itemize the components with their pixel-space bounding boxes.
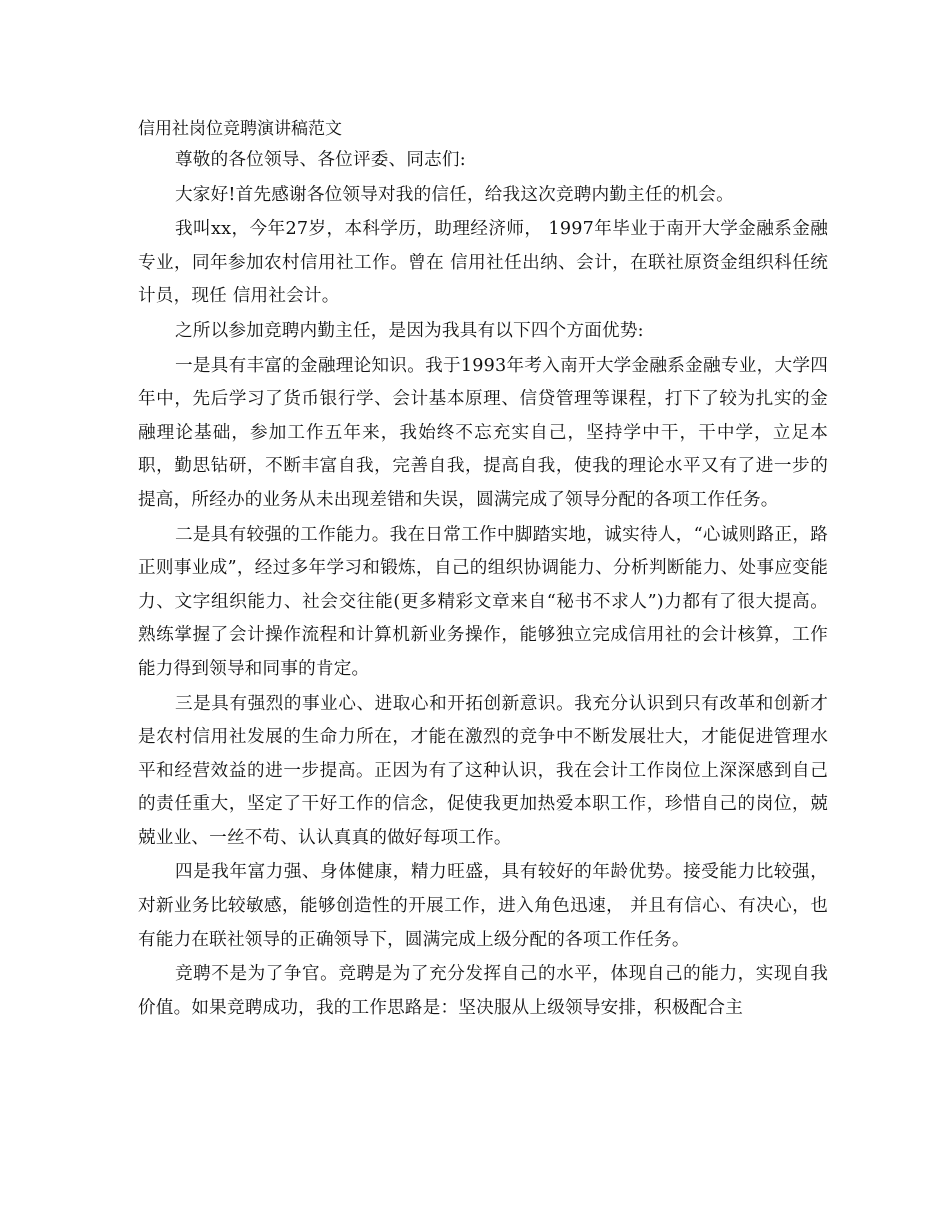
paragraph-advantage-4: 四是我年富力强、身体健康，精力旺盛，具有较好的年龄优势。接受能力比较强，对新业务比较敏感，能够创造性的开展工作，进入角色迅速， 并且有信心、有决心，也有能力在联社领导的正确领导下，圆满完成上级分配的各项工作任务。 xyxy=(138,862,828,950)
paragraph-greeting: 大家好!首先感谢各位领导对我的信任，给我这次竞聘内勤主任的机会。 xyxy=(175,184,734,205)
paragraph-salutation: 尊敬的各位领导、各位评委、同志们: xyxy=(175,150,466,170)
paragraph-advantage-2: 二是具有较强的工作能力。我在日常工作中脚踏实地，诚实待人，“心诚则路正，路正则事业成”，经过多年学习和锻炼，自己的组织协调能力、分析判断能力、处事应变能力、文字组织能力、社会交往能(更多精彩文章来自“秘书不求人”)力都有了很大提高。熟练掌握了会计操作流程和计算机新业务操作，能够独立完成信用社的会计核算，工作能力得到领导和同事的肯定。 xyxy=(138,524,828,679)
paragraph-advantage-1: 一是具有丰富的金融理论知识。我于1993年考入南开大学金融系金融专业，大学四年中，先后学习了货币银行学、会计基本原理、信贷管理等课程，打下了较为扎实的金融理论基础，参加工作五年来，我始终不忘充实自己，坚持学中干，干中学，立足本职，勤思钻研，不断丰富自我，完善自我，提高自我，使我的理论水平又有了进一步的提高，所经办的业务从未出现差错和失误，圆满完成了领导分配的各项工作任务。 xyxy=(138,355,828,510)
document-body xyxy=(138,114,828,1026)
paragraph-work-plan: 竞聘不是为了争官。竞聘是为了充分发挥自己的水平，体现自己的能力，实现自我价值。如果竞聘成功，我的工作思路是：坚决服从上级领导安排，积极配合主 xyxy=(138,964,828,1018)
paragraph-self-introduction: 我叫xx，今年27岁，本科学历，助理经济师， 1997年毕业于南开大学金融系金融专业，同年参加农村信用社工作。曾在 信用社任出纳、会计，在联社原资金组织科任统计员，现任 信用社会计。 xyxy=(138,219,828,307)
paragraph-advantages-intro: 之所以参加竞聘内勤主任，是因为我具有以下四个方面优势: xyxy=(175,320,644,341)
document-title: 信用社岗位竞聘演讲稿范文 xyxy=(138,119,342,139)
paragraph-advantage-3: 三是具有强烈的事业心、进取心和开拓创新意识。我充分认识到只有改革和创新才是农村信用社发展的生命力所在，才能在激烈的竞争中不断发展壮大，才能促进管理水平和经营效益的进一步提高。正因为有了这种认识，我在会计工作岗位上深深感到自己的责任重大，坚定了干好工作的信念，促使我更加热爱本职工作，珍惜自己的岗位，兢兢业业、一丝不苟、认认真真的做好每项工作。 xyxy=(138,693,828,848)
